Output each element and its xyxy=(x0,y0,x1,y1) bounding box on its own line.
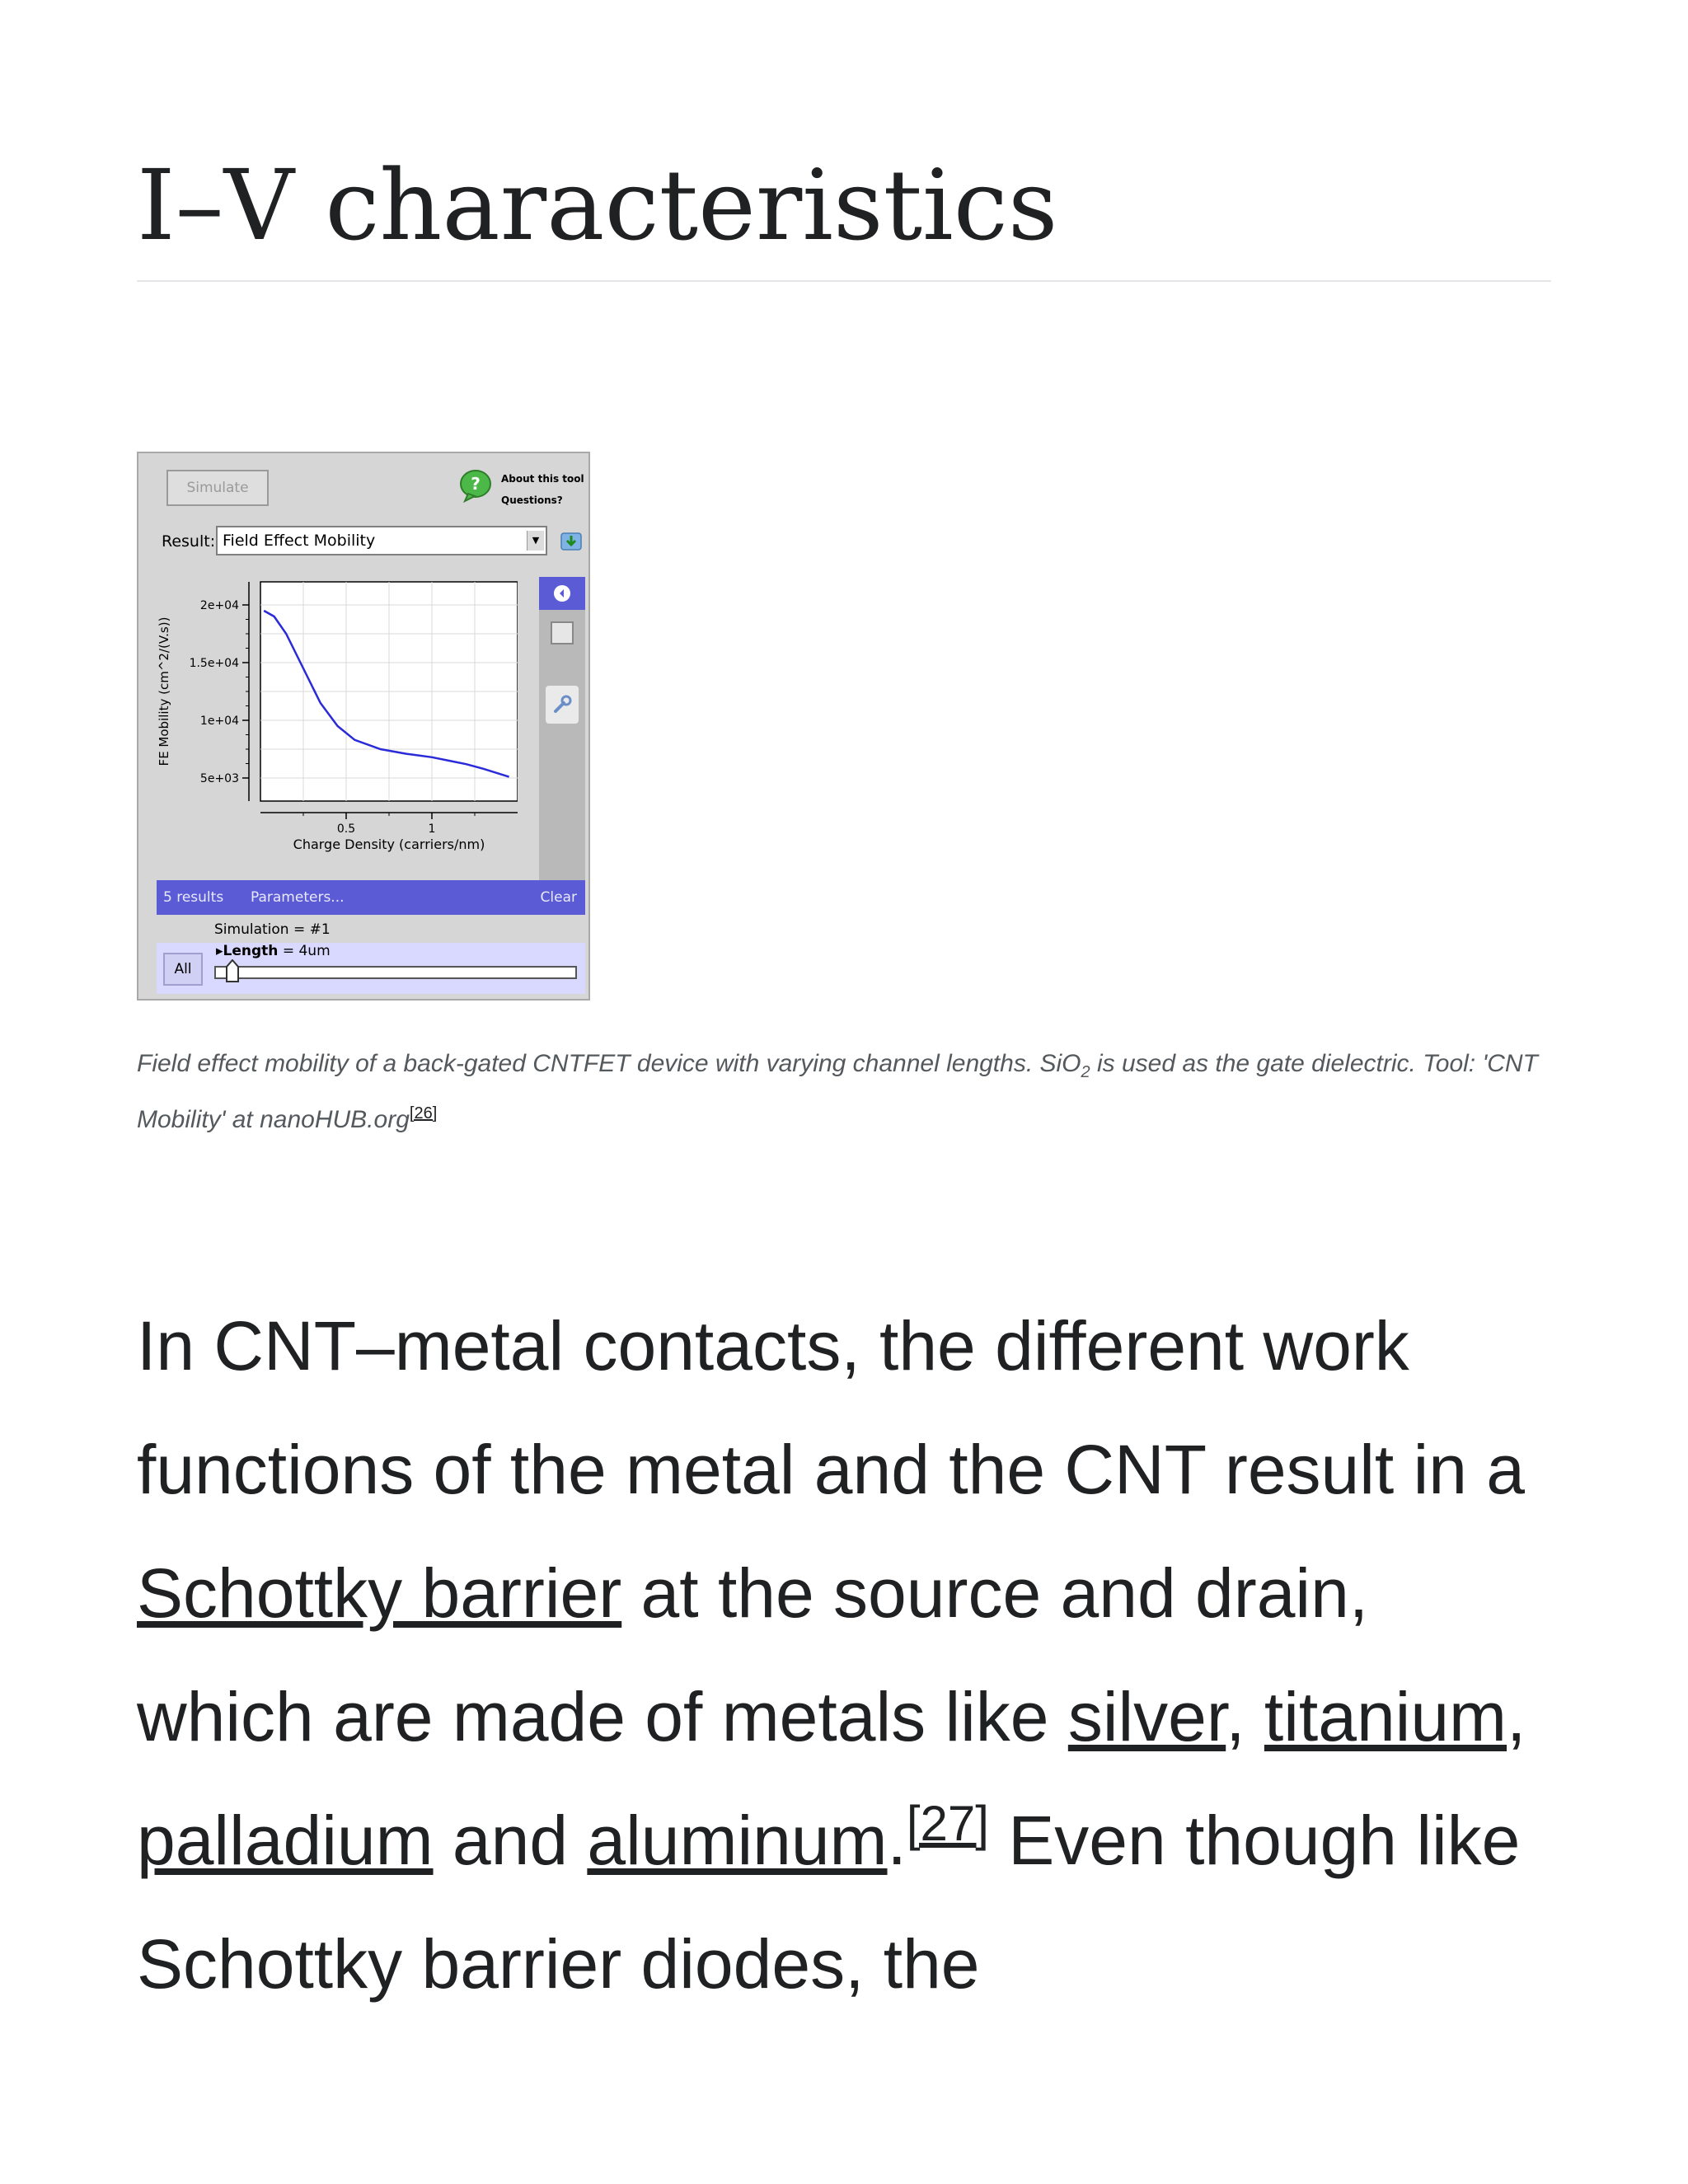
para-text-2: at the source and drain, which are made of metals like xyxy=(137,1554,1369,1755)
heading-divider xyxy=(137,280,1551,282)
questions-link[interactable]: Questions? xyxy=(501,494,563,506)
chevron-down-icon[interactable]: ▼ xyxy=(527,531,544,551)
para-text-4: , xyxy=(1507,1678,1526,1755)
para-text-1: In CNT–metal contacts, the different work functions of the metal and the CNT result in a xyxy=(137,1307,1526,1508)
schottky-barrier-link[interactable]: Schottky barrier xyxy=(137,1554,622,1632)
parameters-button[interactable]: Parameters... xyxy=(251,889,345,906)
simulate-button[interactable]: Simulate xyxy=(166,470,269,506)
square-icon[interactable] xyxy=(551,621,574,644)
triangle-right-icon: ▸ xyxy=(216,943,223,959)
para-text-5: and xyxy=(433,1802,588,1879)
x-tick-label-1: 1 xyxy=(428,823,436,836)
about-tool-link[interactable]: About this tool xyxy=(501,473,584,485)
caption-text-1: Field effect mobility of a back-gated CNTFET device with varying channel lengths. SiO xyxy=(137,1050,1081,1077)
results-bar xyxy=(157,880,585,915)
caption-text-2: is used as the gate dielectric. Tool: 'CNT Mobility' at nanoHUB.org xyxy=(137,1050,1538,1133)
titanium-link[interactable]: titanium xyxy=(1264,1678,1507,1755)
caption-subscript: 2 xyxy=(1081,1063,1090,1081)
result-select[interactable] xyxy=(216,526,547,555)
about-tool-links[interactable] xyxy=(501,468,584,511)
y-tick-label-3: 5e+03 xyxy=(199,772,239,785)
y-axis-label: FE Mobility (cm^2/(V.s)) xyxy=(157,616,171,766)
reference-link-27[interactable]: [27] xyxy=(906,1796,989,1851)
aluminum-link[interactable]: aluminum xyxy=(587,1802,888,1879)
x-axis-label: Charge Density (carriers/nm) xyxy=(293,837,485,852)
question-icon[interactable] xyxy=(458,468,493,503)
caption-reference-link[interactable]: [26] xyxy=(409,1104,438,1122)
result-label: Result: xyxy=(162,532,216,551)
all-button[interactable]: All xyxy=(163,953,203,986)
para-text-7: Even though like Schottky barrier diodes, the xyxy=(137,1802,1521,2003)
length-parameter-label[interactable] xyxy=(216,943,331,959)
svg-text:?: ? xyxy=(471,474,481,494)
figure-caption xyxy=(137,1043,1554,1141)
y-tick-label-0: 2e+04 xyxy=(199,599,239,612)
x-tick-label-0: 0.5 xyxy=(336,823,356,836)
download-icon[interactable] xyxy=(559,529,584,554)
length-parameter-name: Length xyxy=(223,943,279,959)
simulation-label: Simulation = #1 xyxy=(214,921,331,938)
wrench-icon[interactable] xyxy=(546,686,579,724)
cnt-mobility-tool-figure[interactable] xyxy=(137,452,590,1001)
body-paragraph xyxy=(137,1284,1563,2026)
plot-toolbar xyxy=(539,577,585,880)
length-slider-track[interactable] xyxy=(214,966,577,979)
length-slider-thumb[interactable] xyxy=(226,959,239,982)
results-count: 5 results xyxy=(163,889,224,906)
length-parameter-value: = 4um xyxy=(282,943,331,959)
y-tick-label-2: 1e+04 xyxy=(199,715,239,728)
para-text-3: , xyxy=(1226,1678,1264,1755)
para-text-6: . xyxy=(887,1802,907,1879)
silver-link[interactable]: silver xyxy=(1067,1678,1226,1755)
section-heading: I–V characteristics xyxy=(137,148,1058,262)
parameter-area xyxy=(157,943,585,994)
result-select-value: Field Effect Mobility xyxy=(223,532,376,550)
back-icon[interactable] xyxy=(539,577,585,610)
y-tick-label-1: 1.5e+04 xyxy=(189,657,239,670)
palladium-link[interactable]: palladium xyxy=(137,1802,434,1879)
mobility-plot xyxy=(155,569,518,915)
clear-button[interactable]: Clear xyxy=(540,889,577,906)
